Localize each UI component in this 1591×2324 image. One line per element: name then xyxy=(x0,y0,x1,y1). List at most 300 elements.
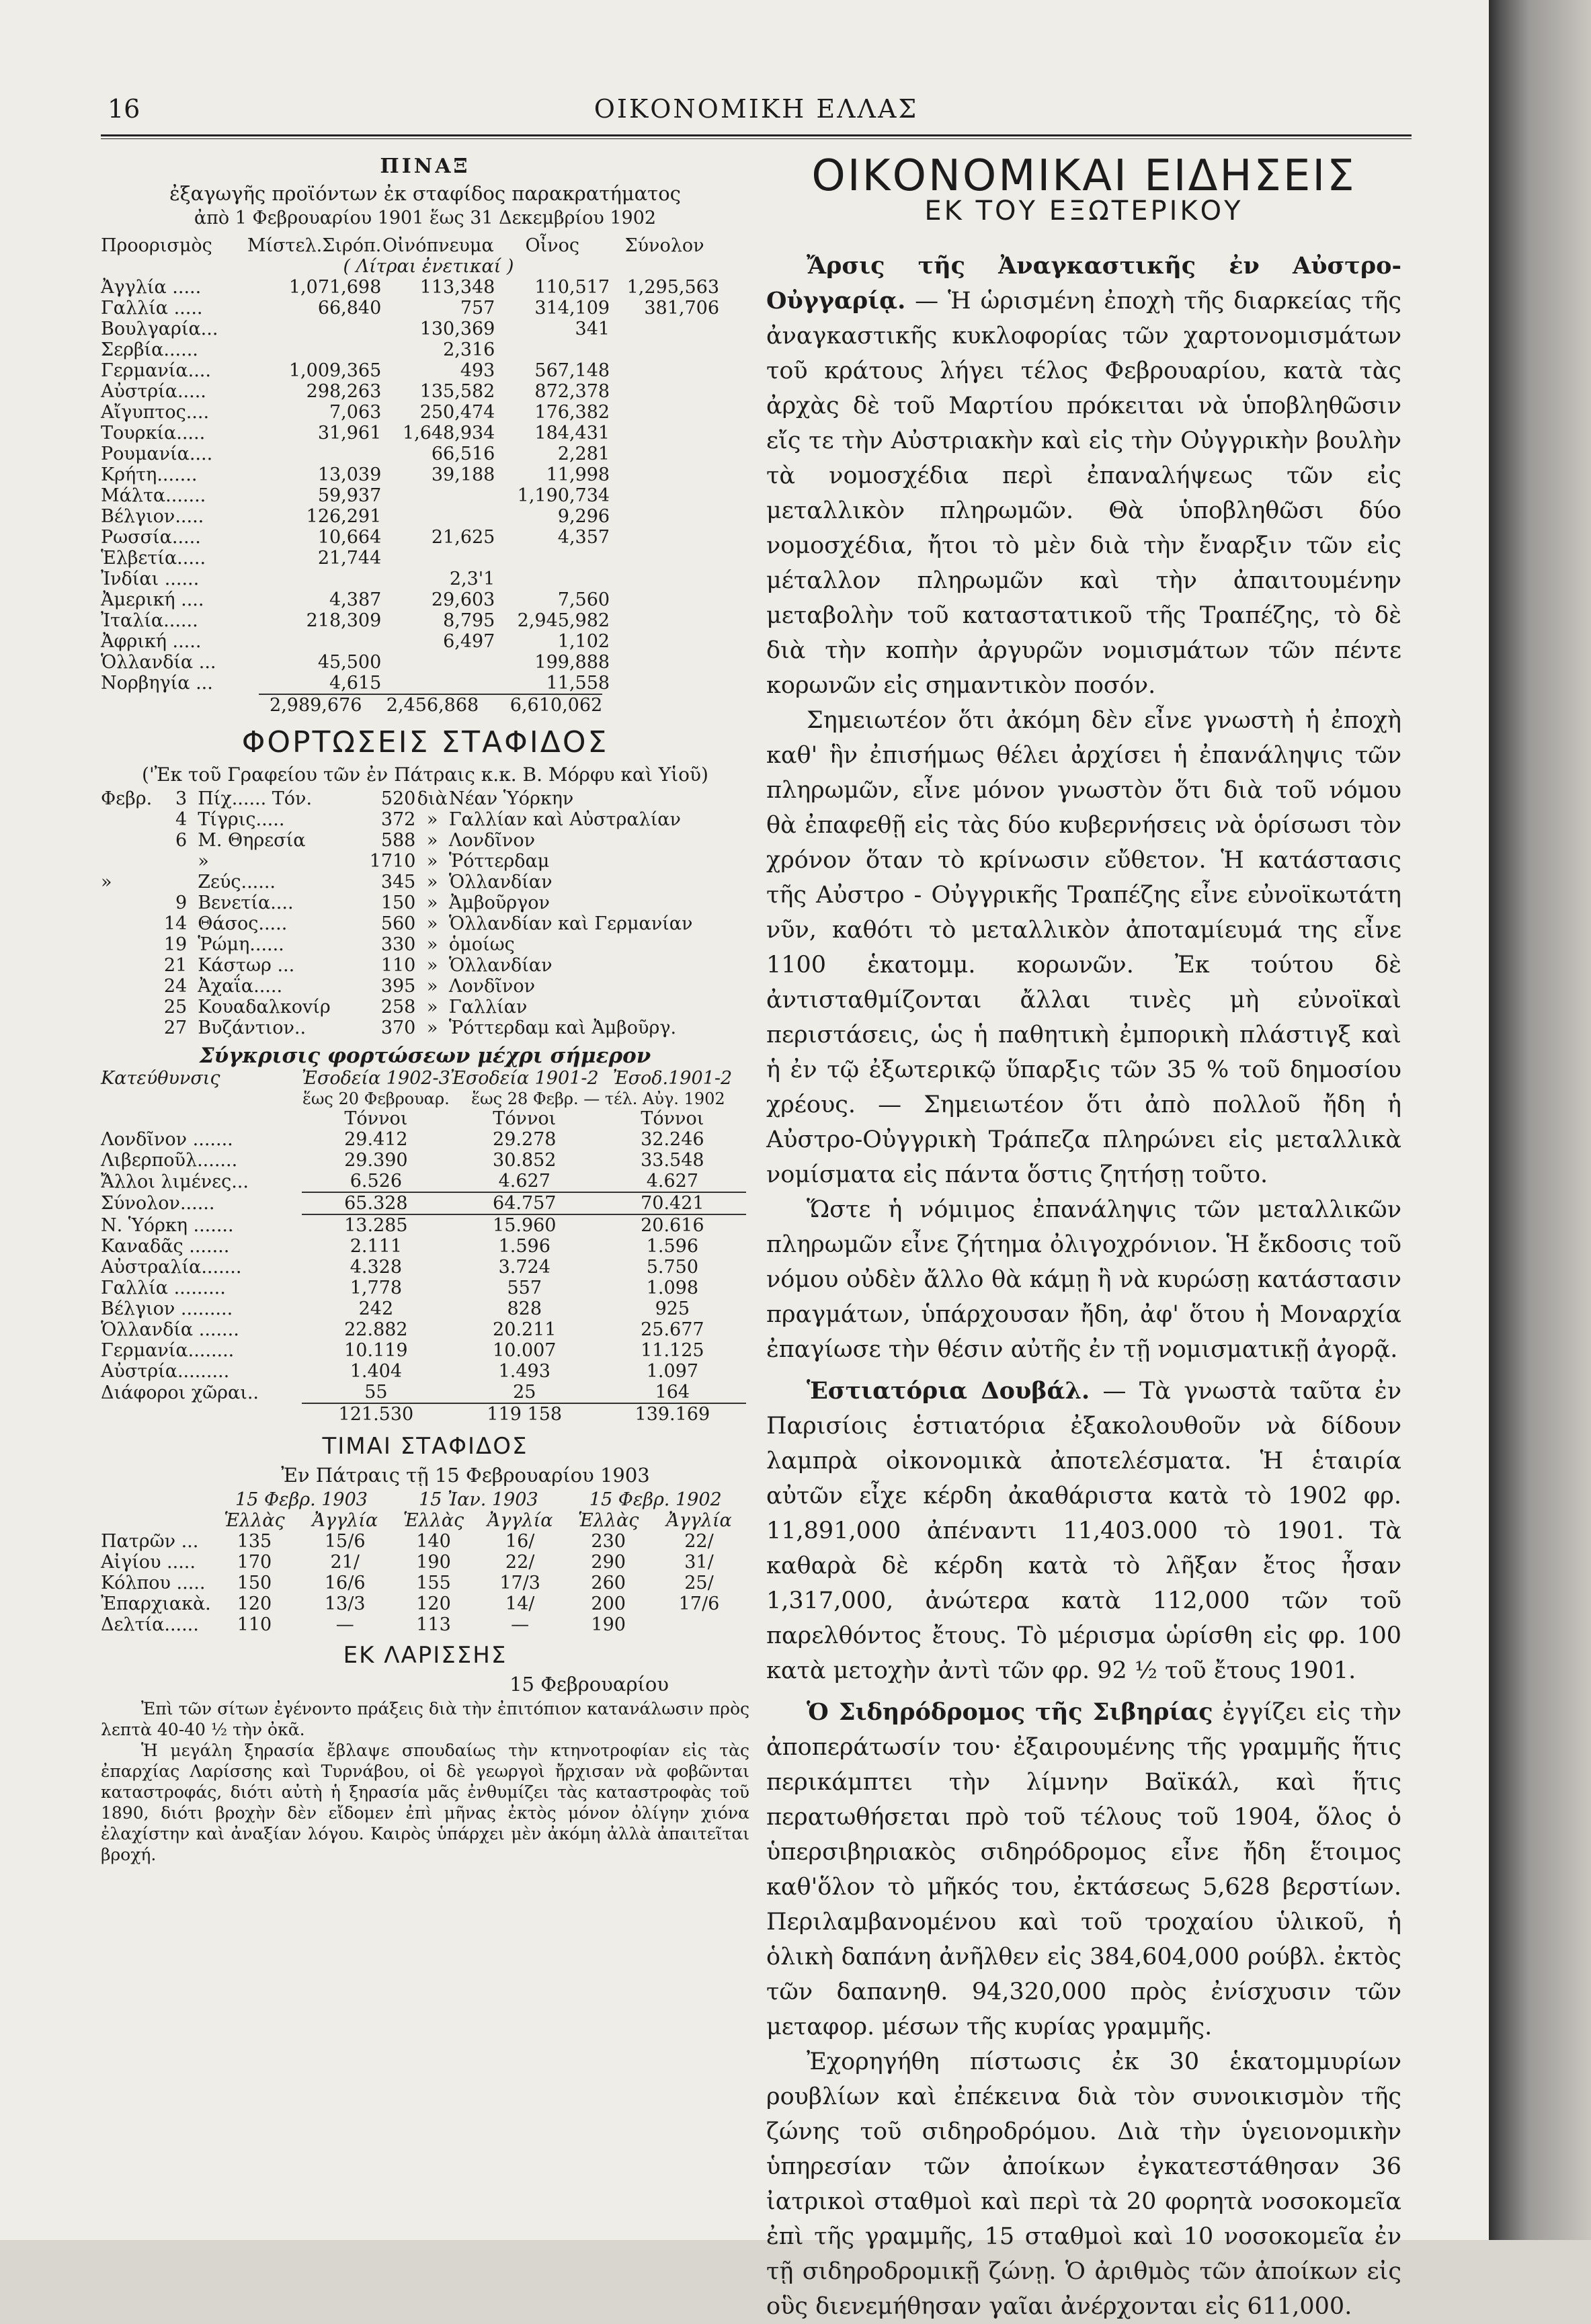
comparison-cell: 6.526 xyxy=(350,1171,403,1192)
export-row xyxy=(101,381,719,402)
shipment-cell xyxy=(101,851,155,872)
shipment-cell: Φεβρ. xyxy=(101,788,153,809)
comparison-cell: Ἄλλοι λιμένες... xyxy=(101,1171,249,1192)
comparison-cell: 22.882 xyxy=(344,1319,408,1340)
price-cell: 15/6 xyxy=(324,1531,366,1552)
export-row xyxy=(101,423,719,444)
destination-cell: Ἰταλία...... xyxy=(101,610,198,631)
comp-unit: Τόννοι xyxy=(641,1108,704,1129)
comparison-cell: 1.097 xyxy=(646,1361,698,1382)
shipment-cell: 395 xyxy=(380,976,416,997)
comparison-cell: 11.125 xyxy=(641,1340,704,1361)
destination-cell: Ὁλλανδία ... xyxy=(101,652,216,673)
comparison-cell: 4.328 xyxy=(350,1257,403,1278)
shipment-cell: 24 xyxy=(163,976,188,997)
value-cell: 66,840 xyxy=(317,298,382,319)
value-cell: 7,560 xyxy=(557,589,610,610)
value-cell xyxy=(610,548,719,569)
shipment-cell: Ῥώμη...... xyxy=(198,934,284,955)
value-cell: 381,706 xyxy=(644,298,719,319)
shipment-cell: Ὁλλανδίαν xyxy=(448,955,553,976)
shipment-cell: Βυζάντιον.. xyxy=(198,1018,307,1038)
price-cell: — xyxy=(511,1614,530,1635)
export-row xyxy=(101,444,719,464)
comparison-cell: 33.548 xyxy=(641,1150,704,1171)
price-cell: Κόλπου ..... xyxy=(101,1573,206,1593)
comparison-cell: 164 xyxy=(655,1382,690,1403)
value-cell: 110,517 xyxy=(534,277,610,298)
value-cell xyxy=(381,485,495,506)
shipment-cell: » xyxy=(426,893,438,913)
export-row xyxy=(101,589,719,610)
comparison-row xyxy=(101,1236,746,1257)
comparison-cell: Καναδᾶς ....... xyxy=(101,1236,230,1257)
export-row xyxy=(101,464,719,485)
shipment-cell: Ἀχαΐα..... xyxy=(198,976,283,997)
value-cell: 8,795 xyxy=(443,610,495,631)
export-row xyxy=(101,610,719,631)
shipment-cell: 370 xyxy=(380,1018,416,1038)
value-cell xyxy=(610,589,719,610)
value-cell xyxy=(495,339,610,360)
comparison-cell: 15.960 xyxy=(493,1215,557,1236)
comparison-cell: 4.627 xyxy=(498,1171,550,1192)
shipment-row xyxy=(101,809,746,830)
comparison-cell: 3.724 xyxy=(498,1257,550,1278)
shipment-cell xyxy=(101,955,155,976)
price-cell: 13/3 xyxy=(324,1593,366,1614)
value-cell xyxy=(610,527,719,548)
export-row xyxy=(101,673,719,694)
price-cell: 120 xyxy=(416,1593,451,1614)
value-cell xyxy=(247,631,381,652)
export-row xyxy=(101,631,719,652)
shipment-cell: Πίχ...... Τόν. xyxy=(198,788,313,809)
comp-unit: Τόννοι xyxy=(344,1108,408,1129)
destination-cell: Βέλγιον..... xyxy=(101,506,204,527)
price-cell: 155 xyxy=(416,1573,451,1593)
value-cell: 10,664 xyxy=(317,527,382,548)
destination-cell: Νορβηγία ... xyxy=(101,673,213,694)
col-header: Οἰνόπνευμα xyxy=(382,235,494,256)
destination-cell: Ἰνδίαι ...... xyxy=(101,569,200,589)
value-cell: 1,295,563 xyxy=(626,277,719,298)
comparison-cell: 25 xyxy=(513,1382,536,1403)
value-cell: 31,961 xyxy=(317,423,382,444)
comparison-cell: 557 xyxy=(507,1278,542,1298)
news-item-austria xyxy=(766,249,1401,703)
comparison-row xyxy=(101,1361,746,1382)
value-cell: 298,263 xyxy=(306,381,382,402)
shipment-cell: » xyxy=(426,809,438,830)
news-paragraph: Ὥστε ἡ νόμιμος ἐπανάληψις τῶν μεταλλικῶν πληρωμῶν εἶνε ζήτημα ὀλιγοχρόνιον. Ἡ ἔκδοσις τοῦ νόμου οὐδὲν ἄλλο θὰ κάμῃ ἢ νὰ κυρώσῃ κατάστασιν πραγμάτων, ὑπάρχουσαν ἤδη, ἀφ' ὅτου ἡ Μοναρχία ἐπαγίωσε τὴν θέσιν αὐτῆς ἐν τῇ νομισματικῇ ἀγορᾷ. xyxy=(766,1196,1401,1363)
comparison-row xyxy=(101,1340,746,1361)
value-cell: 2,945,982 xyxy=(517,610,610,631)
export-row xyxy=(101,339,719,360)
value-cell: 567,148 xyxy=(534,360,610,381)
shipment-row xyxy=(101,976,746,997)
shipment-cell: ὁμοίως xyxy=(448,934,515,955)
value-cell xyxy=(610,381,719,402)
comparison-cell: 30.852 xyxy=(493,1150,557,1171)
destination-cell: Γαλλία ..... xyxy=(101,298,203,319)
comparison-cell: Αὐστραλία....... xyxy=(101,1257,242,1278)
news-item-siberia xyxy=(766,1695,1401,2044)
price-cell: 16/6 xyxy=(324,1573,366,1593)
export-row xyxy=(101,277,719,298)
comparison-cell: 32.246 xyxy=(641,1129,704,1150)
value-cell: 7,063 xyxy=(329,402,382,423)
shipment-cell: » xyxy=(426,997,438,1018)
value-cell xyxy=(610,402,719,423)
comparison-cell: 10.007 xyxy=(493,1340,557,1361)
shipment-cell: » xyxy=(426,913,438,934)
value-cell xyxy=(610,673,719,694)
value-cell: 4,357 xyxy=(557,527,610,548)
shipment-row xyxy=(101,851,746,872)
comparison-total xyxy=(101,1403,746,1425)
value-cell: 9,296 xyxy=(557,506,610,527)
shipment-cell: » xyxy=(101,872,112,893)
total-cell: 139.169 xyxy=(599,1403,746,1425)
destination-cell: Ἀγγλία ..... xyxy=(101,277,202,298)
total-cell: 6,610,062 xyxy=(479,694,602,716)
subtotal-cell: Σύνολον...... xyxy=(101,1193,215,1214)
shipment-cell: » xyxy=(426,934,438,955)
shipment-cell: 14 xyxy=(163,913,188,934)
value-cell xyxy=(247,444,381,464)
shipment-cell: » xyxy=(426,1018,438,1038)
value-cell xyxy=(610,360,719,381)
shipment-cell: Λονδῖνον xyxy=(448,976,536,997)
value-cell: 757 xyxy=(460,298,495,319)
shipment-cell: 345 xyxy=(380,872,416,893)
value-cell: 493 xyxy=(460,360,495,381)
comparison-cell: 4.627 xyxy=(646,1171,698,1192)
shipment-cell xyxy=(101,934,155,955)
comparison-subtotal xyxy=(101,1192,746,1214)
destination-cell: Ἑλβετία..... xyxy=(101,548,206,569)
comparison-cell: 1.404 xyxy=(350,1361,403,1382)
value-cell: 21,625 xyxy=(431,527,495,548)
price-cell: 150 xyxy=(237,1573,272,1593)
total-cell: 119 158 xyxy=(450,1403,599,1425)
subtotal-cell: 64.757 xyxy=(450,1192,599,1214)
comparison-cell: 29.390 xyxy=(344,1150,408,1171)
value-cell: 39,188 xyxy=(431,464,495,485)
shipment-row xyxy=(101,913,746,934)
shipment-cell: διὰ xyxy=(417,788,448,809)
price-cell: 260 xyxy=(591,1573,626,1593)
value-cell xyxy=(610,569,719,589)
shipment-row xyxy=(101,997,746,1018)
comparison-cell: Διάφοροι χῶραι.. xyxy=(101,1382,259,1403)
news-text: ἐγγίζει εἰς τὴν ἀποπεράτωσίν του· ἐξαιρουμένης τῆς γραμμῆς ἥτις περικάμπτει τὴν λίμνην Βαϊκάλ, καὶ ἥτις περατωθήσεται πρὸ τοῦ τέλους τοῦ 1904, ὅλος ὁ ὑπερσιβηριακὸς σιδηρόδρομος εἶνε ἤδη ἕτοιμος καθ'ὅλον τὸ μῆκός του, ἐκτάσεως 5,628 βερστίων. Περιλαμβανομένου καὶ τοῦ τροχαίου ὑλικοῦ, ἡ ὁλικὴ δαπάνη ἀνῆλθεν εἰς 384,604,000 ρούβλ. ἐκτὸς τῶν δαπανηθ. 94,320,000 πρὸς ἐνίσχυσιν τῶν μεταφορ. μέσων τῆς κυρίας γραμμῆς. xyxy=(766,1699,1401,2040)
price-cell: 190 xyxy=(416,1552,451,1573)
price-cell: 31/ xyxy=(684,1552,714,1573)
price-cell: 14/ xyxy=(505,1593,535,1614)
shipment-cell: Τίγρις..... xyxy=(198,809,285,830)
value-cell: 1,071,698 xyxy=(288,277,382,298)
value-cell: 1,102 xyxy=(557,631,610,652)
comparison-cell: 1.098 xyxy=(646,1278,698,1298)
export-table-subtitle-1: ἐξαγωγῆς προϊόντων ἐκ σταφίδος παρακρατήματος xyxy=(169,182,681,205)
export-row xyxy=(101,402,719,423)
shipment-cell: Βενετία.... xyxy=(198,893,294,913)
value-cell: 199,888 xyxy=(534,652,610,673)
shipment-cell: Ῥόττερδαμ καὶ Ἀμβοῦργ. xyxy=(448,1018,677,1038)
comp-head: Κατεύθυνσις xyxy=(101,1068,220,1089)
shipment-cell: 588 xyxy=(380,830,416,851)
shipment-cell: 6 xyxy=(175,830,188,851)
comparison-cell: 29.412 xyxy=(344,1129,408,1150)
value-cell xyxy=(381,548,495,569)
value-cell: 218,309 xyxy=(306,610,382,631)
shipment-cell xyxy=(101,830,155,851)
price-cell: 135 xyxy=(237,1531,272,1552)
value-cell: 1,009,365 xyxy=(288,360,382,381)
news-subtitle: ΕΚ ΤΟΥ ΕΞΩΤΕΡΙΚΟΥ xyxy=(924,196,1243,226)
export-row xyxy=(101,652,719,673)
shipment-row xyxy=(101,893,746,913)
shipment-cell: 27 xyxy=(163,1018,188,1038)
value-cell: 29,603 xyxy=(431,589,495,610)
shipment-cell: Θάσος..... xyxy=(198,913,288,934)
prices-title: ΤΙΜΑΙ ΣΤΑΦΙΔΟΣ xyxy=(322,1433,528,1460)
price-cell: 110 xyxy=(237,1614,272,1635)
comparison-cell: Ὁλλανδία ....... xyxy=(101,1319,239,1340)
comparison-table xyxy=(101,1068,746,1425)
shipment-cell: » xyxy=(426,976,438,997)
shipment-cell: Ῥόττερδαμ xyxy=(448,851,550,872)
export-row xyxy=(101,298,719,319)
col-header: Σύνολον xyxy=(624,235,704,256)
comparison-row xyxy=(101,1382,746,1403)
price-cell: — xyxy=(335,1614,354,1635)
price-cell: 17/6 xyxy=(678,1593,720,1614)
shipment-cell: Λονδῖνον xyxy=(448,830,536,851)
header-rule xyxy=(101,134,1412,136)
left-column xyxy=(101,149,749,1865)
comp-head: ἕως 28 Φεβρ. — τέλ. Αὐγ. 1902 xyxy=(471,1089,725,1108)
shipment-row xyxy=(101,788,746,809)
subtotal-cell: 70.421 xyxy=(599,1192,746,1214)
value-cell xyxy=(610,444,719,464)
value-cell xyxy=(381,652,495,673)
shipment-row xyxy=(101,830,746,851)
destination-cell: Αὐστρία..... xyxy=(101,381,206,402)
export-row xyxy=(101,485,719,506)
shipment-cell: 150 xyxy=(380,893,416,913)
shipment-row xyxy=(101,1018,746,1038)
total-cell: 2,456,868 xyxy=(362,694,479,716)
value-cell: 126,291 xyxy=(306,506,382,527)
comparison-cell: Λονδῖνον ....... xyxy=(101,1129,233,1150)
shipment-cell: Νέαν Ὑόρκην xyxy=(448,788,574,809)
value-cell: 11,998 xyxy=(546,464,610,485)
comparison-row xyxy=(101,1150,746,1171)
shipments-table xyxy=(101,788,746,1038)
larissa-paragraph: Ἐπὶ τῶν σίτων ἐγένοντο πράξεις διὰ τὴν ἐπιτόπιον κατανάλωσιν πρὸς λεπτὰ 40-40 ½ τὴν ὀκᾶ. xyxy=(101,1699,749,1739)
value-cell: 250,474 xyxy=(419,402,495,423)
header-rule-thin xyxy=(101,138,1412,139)
news-title: ΟΙΚΟΝΟΜΙΚΑΙ ΕΙΔΗΣΕΙΣ xyxy=(811,151,1356,201)
shipment-cell xyxy=(101,893,155,913)
price-cell: Δελτία...... xyxy=(101,1614,199,1635)
comp-head: Ἐσοδεία 1901-2 xyxy=(450,1068,599,1089)
value-cell: 341 xyxy=(575,319,610,339)
price-cell: Αἰγίου ..... xyxy=(101,1552,196,1573)
comp-head: Ἐσοδ.1901-2 xyxy=(612,1068,733,1089)
value-cell xyxy=(610,610,719,631)
shipment-cell: 21 xyxy=(163,955,188,976)
value-cell: 2,3'1 xyxy=(449,569,495,589)
shipment-cell xyxy=(101,997,155,1018)
shipments-source: ('Ἐκ τοῦ Γραφείου τῶν ἐν Πάτραις κ.κ. Β. Μόρφυ καὶ Υἱοῦ) xyxy=(142,763,708,786)
page-header xyxy=(108,94,1405,128)
shipment-cell xyxy=(101,809,155,830)
price-row xyxy=(101,1614,746,1635)
value-cell: 872,378 xyxy=(534,381,610,402)
value-cell: 314,109 xyxy=(534,298,610,319)
value-cell: 21,744 xyxy=(317,548,382,569)
price-cell xyxy=(652,1614,746,1635)
value-cell: 11,558 xyxy=(546,673,610,694)
subtotal-cell: 65.328 xyxy=(302,1192,450,1214)
col-header: Προορισμὸς xyxy=(101,235,212,256)
comparison-cell: 20.211 xyxy=(493,1319,557,1340)
shipment-row xyxy=(101,955,746,976)
value-cell: 130,369 xyxy=(419,319,495,339)
price-cell: 17/3 xyxy=(499,1573,540,1593)
page-number: 16 xyxy=(108,94,140,124)
comparison-row xyxy=(101,1278,746,1298)
comparison-row xyxy=(101,1257,746,1278)
price-cell: Πατρῶν ... xyxy=(101,1531,199,1552)
news-paragraph: Σημειωτέον ὅτι ἀκόμη δὲν εἶνε γνωστὴ ἡ ἐποχὴ καθ' ἣν ἐπισήμως θέλει ἀρχίσει ἡ ἐπανάληψις τῶν πληρωμῶν, εἶνε μόνον γνωστὸν ὅτι διὰ τοῦ νόμου θὰ ἐπαφεθῇ εἰς τὰς δύο κυβερνήσεις νὰ ὁρίσωσι τὸν χρόνον ὅταν τὸ κρίνωσιν εὔθετον. Ἡ κατάστασις τῆς Αὐστρο - Οὐγγρικῆς Τραπέζης εἶνε εὐνοϊκωτάτη νῦν, καθότι τὸ μεταλλικὸν ἀποταμίευμά της εἶνε 1100 ἑκατομμ. κορωνῶν. Ἐκ τούτου δὲ ἀντισταθμίζονται ἄλλαι τινὲς μὴ εὐνοϊκαὶ περιστάσεις, ὡς ἡ παθητικὴ ἐμπορικὴ πλάστιγξ καὶ ἡ ἐν τῷ ἐξωτερικῷ ὕπαρξις τῶν 35 % τοῦ δημοσίου χρέους. — Σημειωτέον ὅτι ἀπὸ πολλοῦ ἤδη ἡ Αὐστρο-Οὐγγρικὴ Τράπεζα πληρώνει εἰς μεταλλικὰ νομίσματα εἰς πάντα ὅστις ζητήσῃ τοῦτο. xyxy=(766,707,1401,1188)
comparison-title: Σύγκρισις φορτώσεων μέχρι σήμερον xyxy=(199,1044,651,1068)
value-cell: 113,348 xyxy=(419,277,495,298)
shipment-cell: 560 xyxy=(380,913,416,934)
export-row xyxy=(101,569,719,589)
shipment-cell xyxy=(155,851,188,872)
price-row xyxy=(101,1552,746,1573)
market-label: Ἑλλὰς xyxy=(224,1510,285,1531)
destination-cell: Ρωσσία..... xyxy=(101,527,201,548)
comp-head: Ἐσοδεία 1902-3 xyxy=(301,1068,450,1089)
shipment-cell xyxy=(155,872,188,893)
value-cell xyxy=(610,319,719,339)
value-cell: 1,648,934 xyxy=(402,423,495,444)
export-row xyxy=(101,360,719,381)
market-label: Ἑλλὰς xyxy=(578,1510,639,1531)
value-cell xyxy=(610,485,719,506)
value-cell: 6,497 xyxy=(443,631,495,652)
shipment-cell: Ἀμβοῦργον xyxy=(448,893,550,913)
market-label: Ἀγγλία xyxy=(487,1510,553,1531)
larissa-paragraph: Ἡ μεγάλη ξηρασία ἔβλαψε σπουδαίως τὴν κτηνοτροφίαν εἰς τὰς ἐπαρχίας Λαρίσσης καὶ Τυρνάβου, οἱ δὲ γεωργοὶ ἤρχισαν νὰ φοβῶνται καταστροφάς, διότι αὐτὴ ἡ ξηρασία μᾶς ἐνθυμίζει τὰς καταστροφὰς τοῦ 1890, διότι βροχὴν δὲν εἴδομεν ἐπὶ μῆνας ἐκτὸς μόνον ὀλίγην χιόνα ἐλαχίστην καὶ ἀναξίαν λόγου. Καιρὸς ὑπάρχει μὲν ἀκόμη ἀλλὰ ἀπαιτεῖται βροχή. xyxy=(101,1741,749,1864)
shipment-cell: Ὁλλανδίαν xyxy=(448,872,553,893)
price-cell: 230 xyxy=(591,1531,626,1552)
shipment-cell: 330 xyxy=(380,934,416,955)
comparison-cell: 10.119 xyxy=(344,1340,408,1361)
shipment-cell: 520 xyxy=(380,788,416,809)
scan-page-edge xyxy=(1489,0,1591,2240)
destination-cell: Ἀφρική ..... xyxy=(101,631,202,652)
export-table-title: ΠΙΝΑΞ xyxy=(380,155,471,178)
news-text: — Τὰ γνωστὰ ταῦτα ἐν Παρισίοις ἑστιατόρια ἐξακολουθοῦν νὰ δίδουν λαμπρὰ οἰκονομικὰ ἀποτελέσματα. Ἡ ἑταιρία αὐτῶν εἶχε κέρδη ἀκαθάριστα κατὰ τὸ 1902 φρ. 11,891,000 ἀπέναντι 11,403.000 τὸ 1901. Τὰ καθαρὰ δὲ κέρδη κατὰ τὸ λῆξαν ἔτος ἦσαν 1,317,000, ἀνώτερα κατὰ 112,000 τῶν τοῦ παρελθόντος ἔτους. Τὸ μέρισμα ὡρίσθη εἰς φρ. 100 κατὰ μετοχὴν ἀντὶ τῶν φρ. 92 ½ τοῦ ἔτους 1901. xyxy=(766,1378,1401,1684)
value-cell: 2,316 xyxy=(443,339,495,360)
value-cell xyxy=(610,631,719,652)
value-cell xyxy=(495,548,610,569)
comparison-cell: 828 xyxy=(507,1298,542,1319)
shipment-cell: 372 xyxy=(380,809,416,830)
comparison-cell: 29.278 xyxy=(493,1129,557,1150)
destination-cell: Αἴγυπτος.... xyxy=(101,402,210,423)
comparison-cell: 1.596 xyxy=(646,1236,698,1257)
comparison-cell: Ν. Ὑόρκη ....... xyxy=(101,1214,234,1236)
price-cell: 22/ xyxy=(684,1531,714,1552)
price-cell: 200 xyxy=(591,1593,626,1614)
value-cell xyxy=(247,339,381,360)
value-cell xyxy=(495,569,610,589)
larissa-title: ΕΚ ΛΑΡΙΣΣΗΣ xyxy=(343,1642,507,1669)
shipment-cell: Ὁλλανδίαν καὶ Γερμανίαν xyxy=(448,913,693,934)
shipment-cell: » xyxy=(426,955,438,976)
comp-unit: Τόννοι xyxy=(493,1108,557,1129)
destination-cell: Σερβία...... xyxy=(101,339,198,360)
shipment-cell: Γαλλίαν xyxy=(448,997,528,1018)
comparison-cell: 55 xyxy=(364,1382,388,1403)
shipment-cell: 1710 xyxy=(369,851,416,872)
comparison-cell: Λιβερποῦλ....... xyxy=(101,1150,238,1171)
price-markets-row xyxy=(101,1510,746,1531)
price-cell: 170 xyxy=(237,1552,272,1573)
news-lead: Ἑστιατόρια Δουβάλ. xyxy=(807,1377,1090,1405)
total-cell: 121.530 xyxy=(302,1403,450,1425)
value-cell: 66,516 xyxy=(431,444,495,464)
comparison-cell: 25.677 xyxy=(641,1319,704,1340)
shipment-cell: » xyxy=(426,830,438,851)
export-row xyxy=(101,506,719,527)
price-date: 15 Φεβρ. 1902 xyxy=(589,1489,722,1510)
prices-table xyxy=(101,1489,746,1635)
price-row xyxy=(101,1593,746,1614)
value-cell xyxy=(381,506,495,527)
price-cell: 113 xyxy=(416,1614,451,1635)
destination-cell: Ἀμερική .... xyxy=(101,589,204,610)
value-cell xyxy=(247,569,381,589)
value-cell xyxy=(610,652,719,673)
market-label: Ἀγγλία xyxy=(312,1510,378,1531)
market-label: Ἀγγλία xyxy=(666,1510,732,1531)
shipment-cell: » xyxy=(426,851,438,872)
comparison-row xyxy=(101,1298,746,1319)
shipment-cell: Γαλλίαν καὶ Αὐστραλίαν xyxy=(448,809,681,830)
comparison-cell: Γαλλία ......... xyxy=(101,1278,226,1298)
value-cell: 1,190,734 xyxy=(517,485,610,506)
value-cell: 176,382 xyxy=(534,402,610,423)
shipment-cell: Ζεύς...... xyxy=(198,872,276,893)
comparison-cell: 5.750 xyxy=(646,1257,698,1278)
price-date: 15 Φεβρ. 1903 xyxy=(235,1489,368,1510)
col-header: Οἶνος xyxy=(525,235,579,256)
total-cell: 2,989,676 xyxy=(259,694,362,716)
export-totals xyxy=(101,694,719,716)
comparison-cell: Γερμανία........ xyxy=(101,1340,235,1361)
shipment-cell: 19 xyxy=(163,934,188,955)
shipment-cell: Μ. Θηρεσία xyxy=(198,830,306,851)
